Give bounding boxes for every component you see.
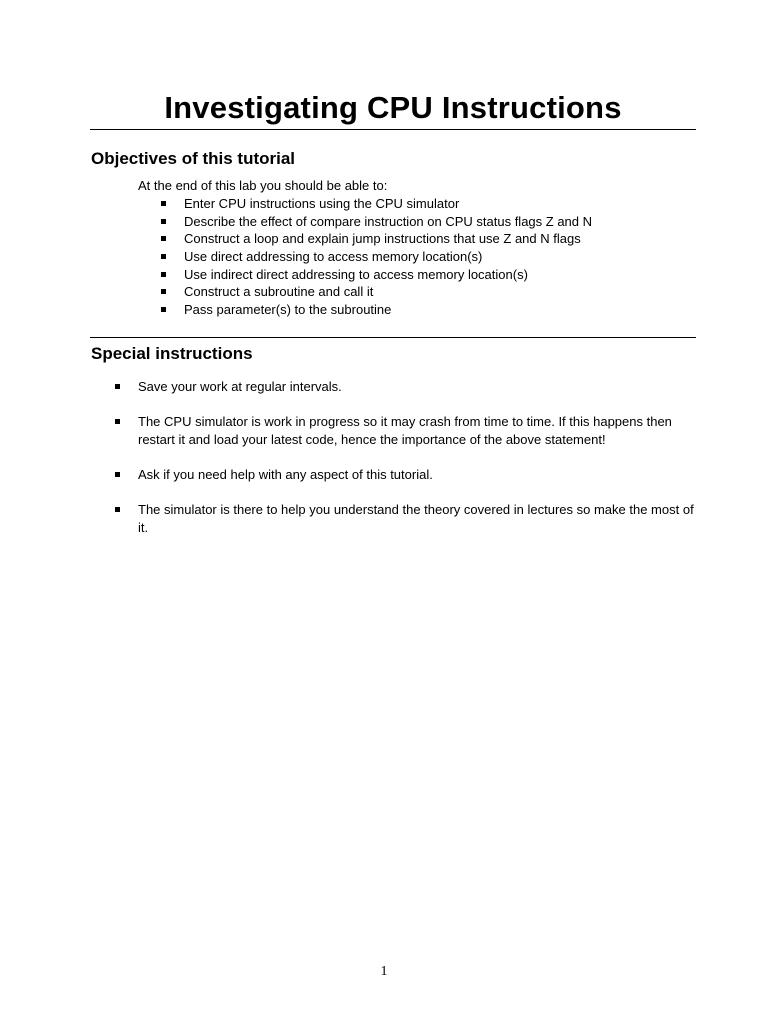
square-bullet-icon <box>161 201 166 206</box>
objective-item <box>161 283 592 301</box>
instruction-item <box>115 413 695 449</box>
square-bullet-icon <box>115 472 120 477</box>
objectives-heading: Objectives of this tutorial <box>91 149 296 168</box>
objective-item <box>161 213 592 231</box>
square-bullet-icon <box>115 384 120 389</box>
section-divider <box>90 337 696 338</box>
special-instructions-list <box>115 378 695 554</box>
square-bullet-icon <box>115 419 120 424</box>
objective-text: Enter CPU instructions using the CPU simulator <box>184 196 460 211</box>
instruction-text: The simulator is there to help you understand the theory covered in lectures so make the most of it. <box>138 502 694 535</box>
objective-item <box>161 230 592 248</box>
objective-item <box>161 195 592 213</box>
objective-item <box>161 248 592 266</box>
instruction-text: The CPU simulator is work in progress so it may crash from time to time. If this happens then restart it and load your latest code, hence the importance of the above statement! <box>138 414 672 447</box>
square-bullet-icon <box>161 289 166 294</box>
document-title: Investigating CPU Instructions <box>164 90 622 125</box>
square-bullet-icon <box>161 272 166 277</box>
objective-item <box>161 301 592 319</box>
instruction-item <box>115 466 695 484</box>
special-instructions-heading: Special instructions <box>91 344 253 363</box>
square-bullet-icon <box>161 307 166 312</box>
objective-text: Describe the effect of compare instruction on CPU status flags Z and N <box>184 213 593 229</box>
objective-text: Pass parameter(s) to the subroutine <box>184 302 392 318</box>
square-bullet-icon <box>161 254 166 259</box>
square-bullet-icon <box>161 219 166 224</box>
objectives-list <box>161 195 592 319</box>
objective-item <box>161 266 592 284</box>
square-bullet-icon <box>161 236 166 241</box>
page-number: 1 <box>380 964 388 979</box>
objective-text: Use indirect direct addressing to access memory location(s) <box>184 266 528 282</box>
objective-text: Use direct addressing to access memory location(s) <box>184 249 483 265</box>
instruction-text: Ask if you need help with any aspect of this tutorial. <box>138 467 433 482</box>
title-divider <box>90 129 696 130</box>
instruction-item <box>115 501 695 537</box>
objective-text: Construct a loop and explain jump instructions that use Z and N flags <box>184 231 581 247</box>
instruction-text: Save your work at regular intervals. <box>138 379 342 394</box>
instruction-item <box>115 378 695 396</box>
objective-text: Construct a subroutine and call it <box>184 284 374 300</box>
square-bullet-icon <box>115 507 120 512</box>
objectives-intro: At the end of this lab you should be able to: <box>138 178 388 193</box>
